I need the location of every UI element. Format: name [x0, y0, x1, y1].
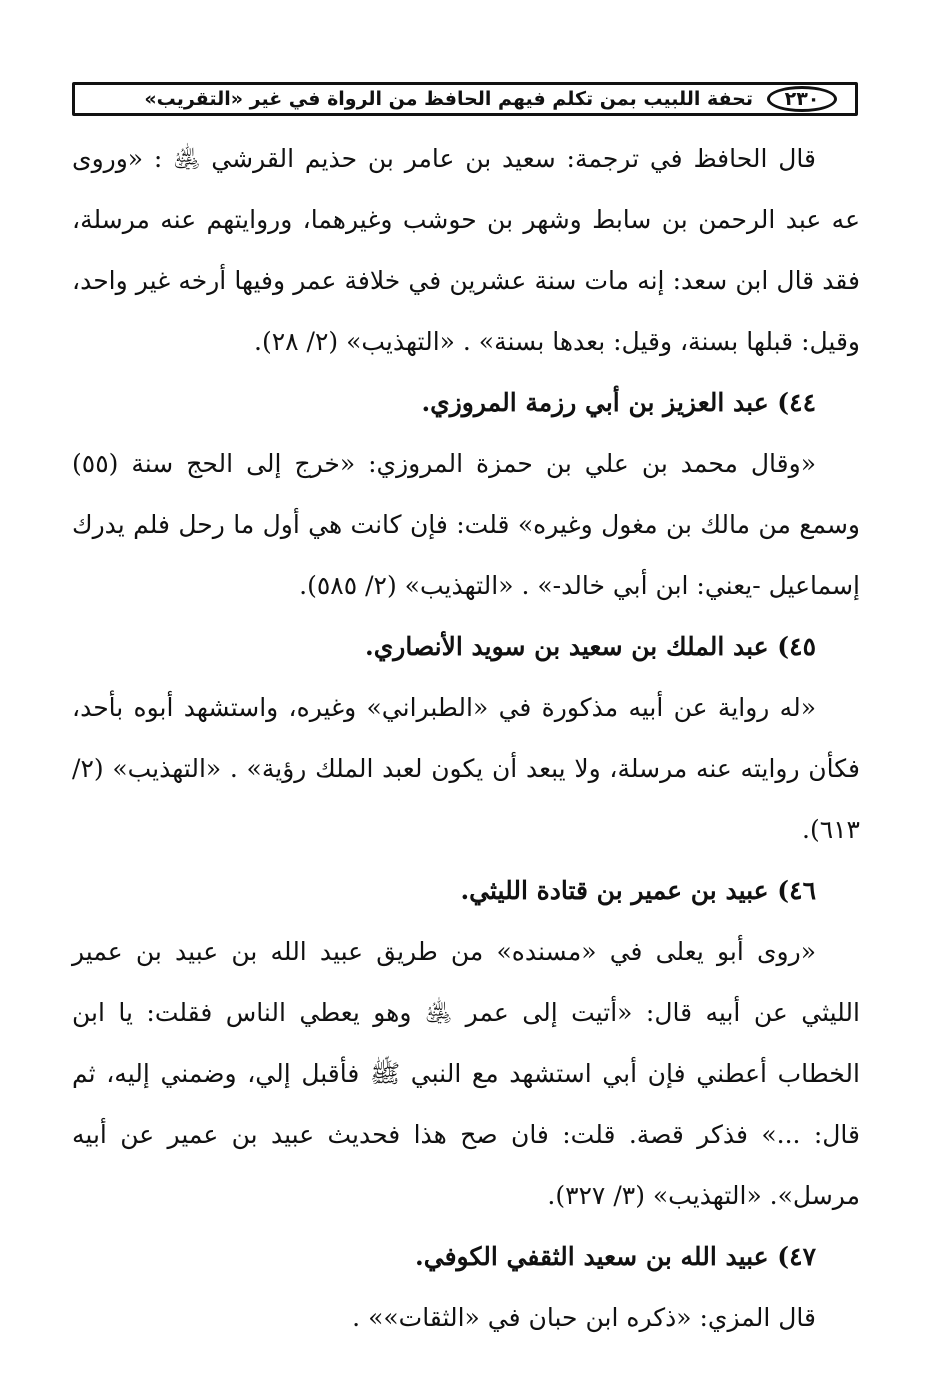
- page-number: ٢٣٠: [767, 86, 837, 112]
- paragraph-said-bin-amir: قال الحافظ في ترجمة: سعيد بن عامر بن حذيم القرشي ﵁ : «وروى عه عبد الرحمن بن سابط وشهر بن حوشب وغيرهما، وروايتهم عنه مرسلة، فقد قال ابن سعد: إنه مات سنة عشرين في خلافة عمر وفيها أرخه غير واحد، وقيل: قبلها بسنة، وقيل: بعدها بسنة» . «التهذيب» (٢/ ٢٨).: [72, 144, 860, 356]
- book-title: تحفة اللبيب بمن تكلم فيهم الحافظ من الرواة في غير «التقريب»: [144, 88, 753, 110]
- entry-heading-44: ٤٤) عبد العزيز بن أبي رزمة المروزي.: [421, 388, 816, 417]
- paragraph-ubayd-bin-umayr: «روى أبو يعلى في «مسنده» من طريق عبيد الله بن عبيد بن عمير الليثي عن أبيه قال: «أتيت إلى عمر ﵁ وهو يعطي الناس فقلت: يا ابن الخطاب أعطني فإن أبي استشهد مع النبي ﷺ فأقبل إلي، وضمني إليه، ثم قال: ...» فذكر قصة. قلت: فان صح هذا فحديث عبيد بن عمير عن أبيه مرسل». «التهذيب» (٣/ ٣٢٧).: [72, 937, 860, 1210]
- running-header: [72, 82, 858, 116]
- entry-heading-47: ٤٧) عبيد الله بن سعيد الثقفي الكوفي.: [415, 1242, 816, 1271]
- paragraph-abd-al-aziz: «وقال محمد بن علي بن حمزة المروزي: «خرج إلى الحج سنة (٥٥) وسمع من مالك بن مغول وغيره» قلت: فإن كانت هي أول ما رحل فلم يدرك إسماعيل -يعني: ابن أبي خالد-» . «التهذيب» (٢/ ٥٨٥).: [72, 449, 860, 600]
- entry-heading-45: ٤٥) عبد الملك بن سعيد بن سويد الأنصاري.: [365, 632, 816, 661]
- page-body: [72, 128, 860, 1348]
- entry-heading-46: ٤٦) عبيد بن عمير بن قتادة الليثي.: [460, 876, 816, 905]
- paragraph-ubaydullah: قال المزي: «ذكره ابن حبان في «الثقات»» .: [352, 1303, 816, 1332]
- paragraph-abd-al-malik: «له رواية عن أبيه مذكورة في «الطبراني» وغيره، واستشهد أبوه بأحد، فكأن روايته عنه مرسلة، ولا يبعد أن يكون لعبد الملك رؤية» . «التهذيب» (٢/ ٦١٣).: [72, 693, 860, 844]
